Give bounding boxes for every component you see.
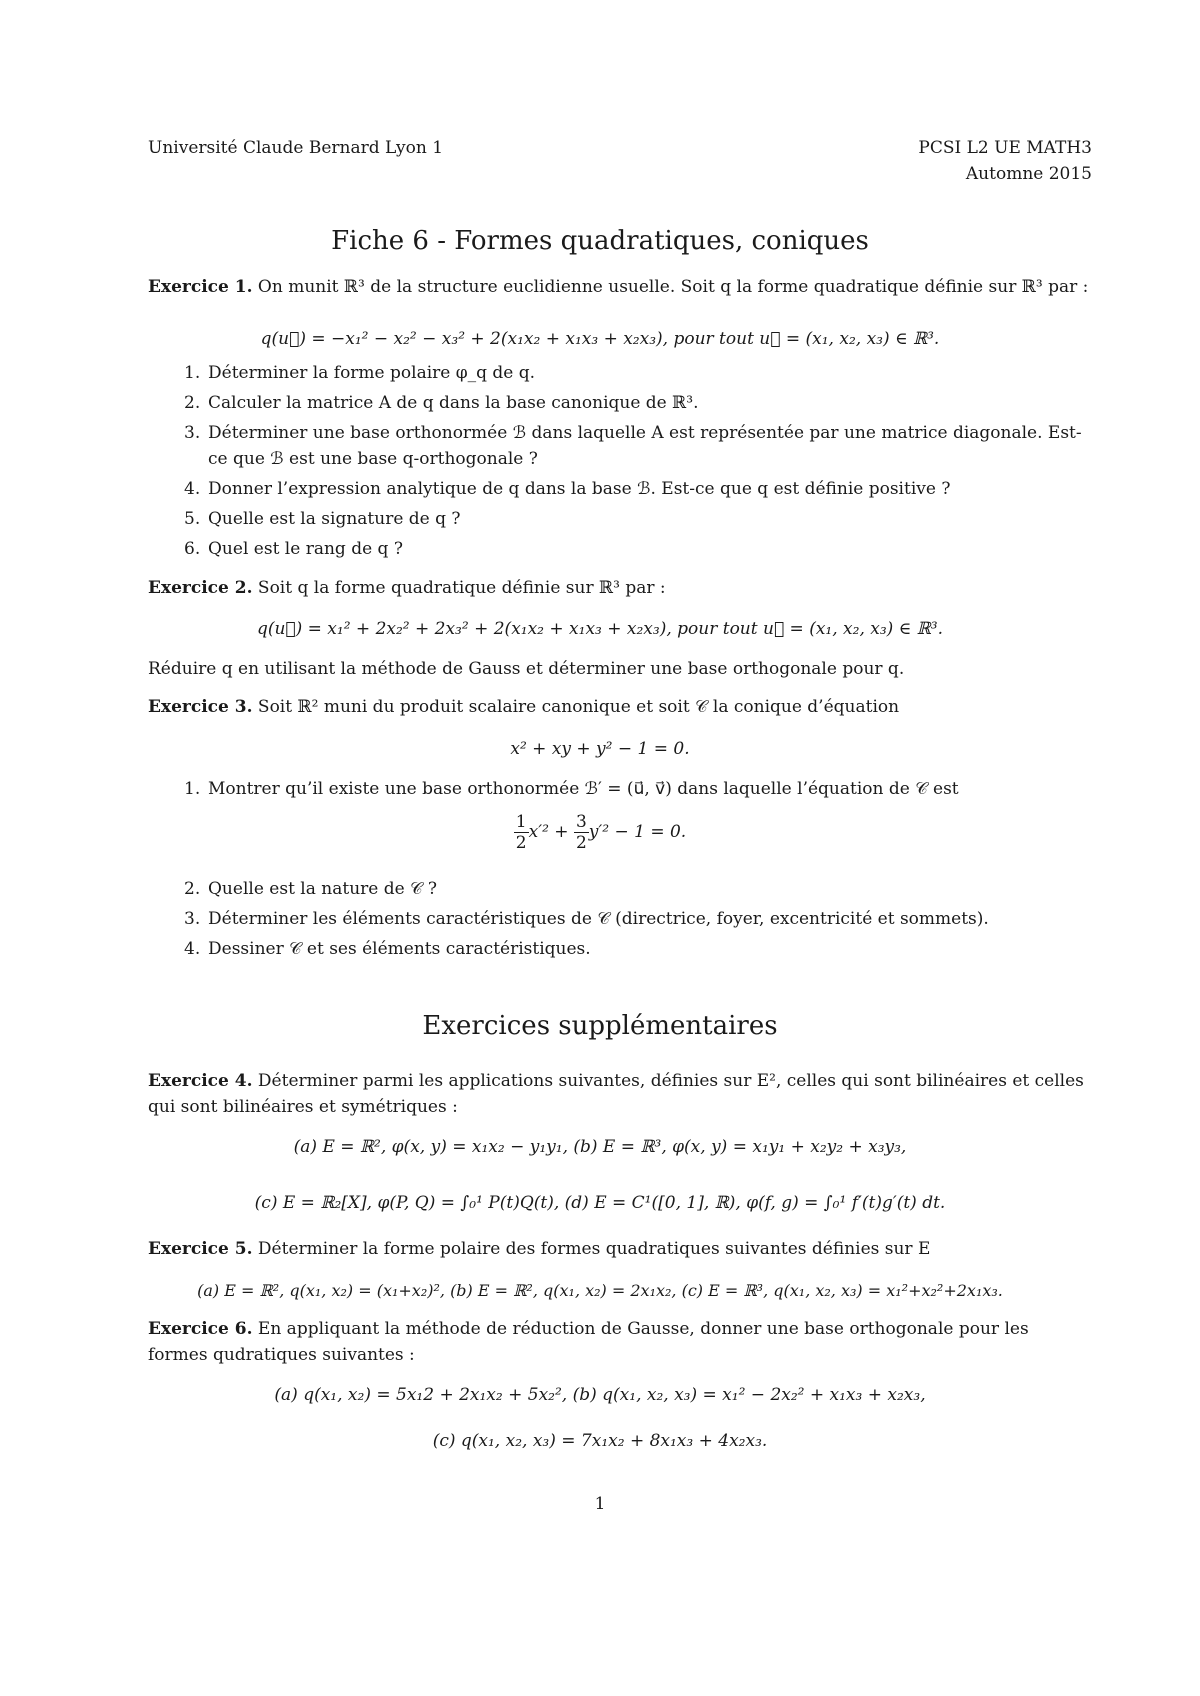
exercise-5-label: Exercice 5. (148, 1239, 253, 1259)
exercise-6-text: En appliquant la méthode de réduction de Gausse, donner une base orthogonale pour les formes qudratiques suivantes : (148, 1319, 1029, 1365)
list-item (148, 936, 1092, 962)
exercise-3-question-1 (148, 776, 1092, 806)
exercise-1-text: On munit ℝ³ de la structure euclidienne usuelle. Soit q la forme quadratique définie sur ℝ³ par : (257, 277, 1089, 297)
item-text: Montrer qu’il existe une base orthonormée ℬ′ = (u⃗, v⃗) dans laquelle l’équation de 𝒞 est (208, 779, 959, 799)
exercise-2-text: Soit q la forme quadratique définie sur ℝ³ par : (257, 578, 666, 598)
exercise-5-text: Déterminer la forme polaire des formes quadratiques suivantes définies sur E (257, 1239, 931, 1259)
list-item (148, 506, 1092, 532)
page-title: Fiche 6 - Formes quadratiques, coniques (331, 226, 869, 256)
equation-part: y′² − 1 = 0. (588, 822, 687, 842)
exercise-3-reduced-equation (0, 812, 1200, 853)
list-item (148, 390, 1092, 416)
exercise-6-intro (148, 1316, 1092, 1368)
exercise-1-questions (148, 360, 1092, 566)
exercise-3-questions (148, 876, 1092, 966)
list-item (148, 476, 1092, 502)
item-number: 1. (184, 779, 201, 799)
exercise-3-intro (148, 694, 1092, 720)
fraction (574, 812, 589, 853)
equation-part: x′² + (528, 822, 574, 842)
list-item (148, 906, 1092, 932)
exercise-1-equation: q(u⃗) = −x₁² − x₂² − x₃² + 2(x₁x₂ + x₁x₃ + x₂x₃), pour tout u⃗ = (x₁, x₂, x₃) ∈ ℝ³. (260, 329, 940, 349)
exercise-1-intro (148, 274, 1092, 300)
header-semester: Automne 2015 (965, 164, 1092, 184)
item-text: Déterminer une base orthonormée ℬ dans laquelle A est représentée par une matrice diagonale. Est-ce que ℬ est une base q-orthogonale ? (208, 423, 1082, 469)
item-number: 2. (184, 393, 201, 413)
exercise-2-label: Exercice 2. (148, 578, 253, 598)
item-text: Quelle est la signature de q ? (208, 509, 461, 529)
exercise-4-equation-2: (c) E = ℝ₂[X], φ(P, Q) = ∫₀¹ P(t)Q(t), (d) E = C¹([0, 1], ℝ), φ(f, g) = ∫₀¹ f′(t)g′(t) dt. (254, 1193, 946, 1213)
item-text: Déterminer les éléments caractéristiques de 𝒞 (directrice, foyer, excentricité et sommets). (208, 909, 989, 929)
exercise-4-equation-1: (a) E = ℝ², φ(x, y) = x₁x₂ − y₁y₁, (b) E = ℝ³, φ(x, y) = x₁y₁ + x₂y₂ + x₃y₃, (293, 1137, 907, 1157)
exercise-2-equation: q(u⃗) = x₁² + 2x₂² + 2x₃² + 2(x₁x₂ + x₁x₃ + x₂x₃), pour tout u⃗ = (x₁, x₂, x₃) ∈ ℝ³. (256, 619, 944, 639)
item-number: 5. (184, 509, 201, 529)
item-text: Quelle est la nature de 𝒞 ? (208, 879, 437, 899)
item-text: Quel est le rang de q ? (208, 539, 403, 559)
section-title: Exercices supplémentaires (422, 1011, 778, 1041)
item-number: 2. (184, 879, 201, 899)
exercise-4-text: Déterminer parmi les applications suivantes, définies sur E², celles qui sont bilinéaires et celles qui sont bilinéaires et symétriques : (148, 1071, 1084, 1117)
exercise-2-question: Réduire q en utilisant la méthode de Gauss et déterminer une base orthogonale pour q. (148, 659, 905, 679)
exercise-3-label: Exercice 3. (148, 697, 253, 717)
fraction-denominator: 2 (575, 833, 587, 853)
list-item (148, 876, 1092, 902)
exercise-3-text: Soit ℝ² muni du produit scalaire canonique et soit 𝒞 la conique d’équation (257, 697, 900, 717)
item-number: 6. (184, 539, 201, 559)
item-text: Déterminer la forme polaire φ_q de q. (208, 363, 536, 383)
item-number: 4. (184, 939, 201, 959)
header-course-code: PCSI L2 UE MATH3 (918, 138, 1092, 158)
exercise-5-intro (148, 1236, 1092, 1262)
fraction-denominator: 2 (515, 833, 527, 853)
exercise-6-label: Exercice 6. (148, 1319, 253, 1339)
list-item (148, 536, 1092, 562)
page-number: 1 (594, 1494, 606, 1514)
exercise-6-equation-1: (a) q(x₁, x₂) = 5x₁2 + 2x₁x₂ + 5x₂², (b) q(x₁, x₂, x₃) = x₁² − 2x₂² + x₁x₃ + x₂x₃, (274, 1385, 926, 1405)
fraction (514, 812, 529, 853)
exercise-5-equation: (a) E = ℝ², q(x₁, x₂) = (x₁+x₂)², (b) E = ℝ², q(x₁, x₂) = 2x₁x₂, (c) E = ℝ³, q(x₁, x₂, x₃) = x₁²+x₂²+2x₁x₃. (197, 1281, 1003, 1300)
exercise-3-equation: x² + xy + y² − 1 = 0. (510, 739, 690, 759)
header-university: Université Claude Bernard Lyon 1 (148, 138, 444, 158)
exercise-6-equation-2: (c) q(x₁, x₂, x₃) = 7x₁x₂ + 8x₁x₃ + 4x₂x₃. (432, 1431, 768, 1451)
item-number: 1. (184, 363, 201, 383)
item-number: 3. (184, 423, 201, 443)
list-item (148, 420, 1092, 472)
list-item (148, 360, 1092, 386)
exercise-1-label: Exercice 1. (148, 277, 253, 297)
header-course (918, 135, 1092, 187)
list-item (148, 776, 1092, 802)
item-text: Donner l’expression analytique de q dans la base ℬ. Est-ce que q est définie positive ? (208, 479, 951, 499)
exercise-2-intro (148, 575, 1092, 601)
item-number: 4. (184, 479, 201, 499)
fraction-numerator: 1 (515, 812, 527, 832)
item-text: Dessiner 𝒞 et ses éléments caractéristiques. (208, 939, 591, 959)
exercise-4-intro (148, 1068, 1092, 1120)
item-number: 3. (184, 909, 201, 929)
exercise-4-label: Exercice 4. (148, 1071, 253, 1091)
item-text: Calculer la matrice A de q dans la base canonique de ℝ³. (208, 393, 699, 413)
fraction-numerator: 3 (575, 812, 587, 832)
